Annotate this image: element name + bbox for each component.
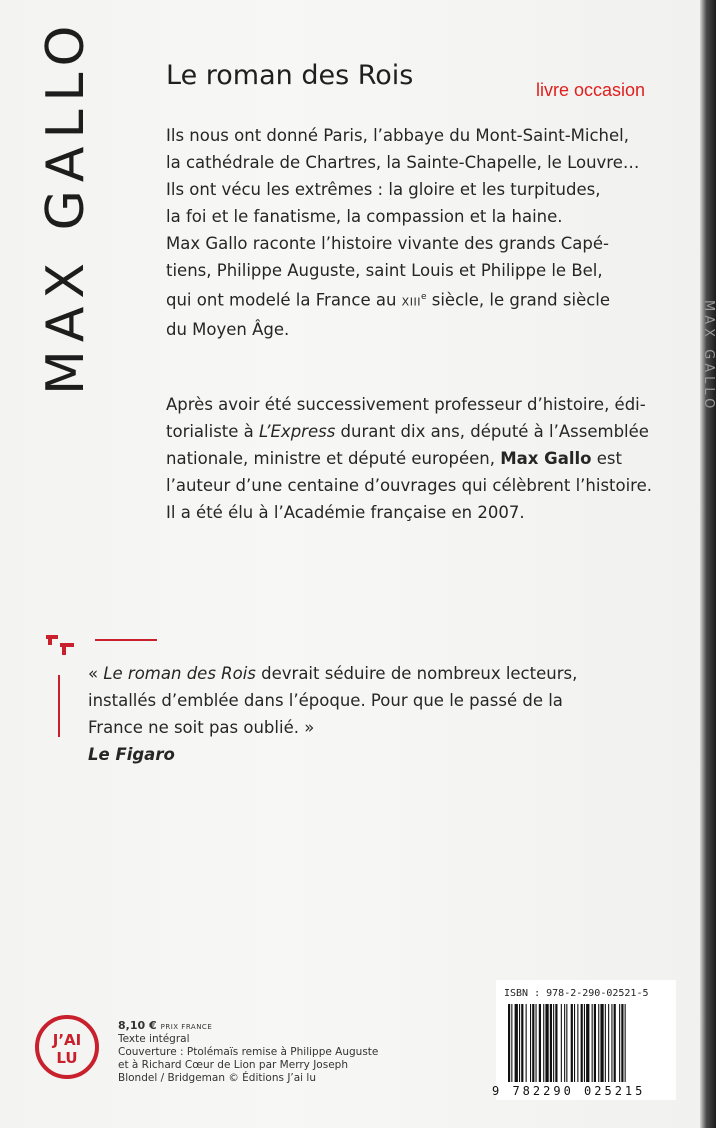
bio-line xyxy=(166,445,671,472)
barcode-bar xyxy=(530,1004,531,1082)
barcode-bar xyxy=(564,1004,565,1082)
barcode-bar xyxy=(614,1004,616,1082)
barcode-bar xyxy=(543,1004,544,1082)
quote-line: France ne soit pas oublié. » xyxy=(88,718,315,737)
barcode-bar xyxy=(526,1004,527,1082)
description-line: du Moyen Âge. xyxy=(166,319,290,339)
barcode-bar xyxy=(592,1004,593,1082)
quoted-title: Le roman des Rois xyxy=(103,664,256,683)
jai-lu-logo xyxy=(34,1014,100,1080)
barcode-bar xyxy=(584,1004,585,1082)
barcode-bar xyxy=(521,1004,523,1082)
credits-line: Texte intégral xyxy=(118,1033,190,1045)
description-line: la foi et le fanatisme, la compassion et la haine. xyxy=(166,207,563,226)
barcode-bar xyxy=(619,1004,620,1082)
credits-line: et à Richard Cœur de Lion par Merry Joseph xyxy=(118,1059,348,1071)
barcode-bar xyxy=(515,1004,518,1082)
logo-line-2: LU xyxy=(56,1049,78,1067)
bio-line: l’auteur d’une centaine d’ouvrages qui célèbrent l’histoire. xyxy=(166,476,653,495)
quote-mark-icon xyxy=(44,633,84,663)
credits-line: Couverture : Ptolémaïs remise à Philippe Auguste xyxy=(118,1046,379,1058)
logo-line-1: J’AI xyxy=(52,1031,82,1049)
book-title: Le roman des Rois xyxy=(166,60,414,91)
book-description xyxy=(166,122,671,343)
book-spine-edge xyxy=(700,0,716,1128)
barcode-bar xyxy=(598,1004,599,1082)
barcode-bar xyxy=(519,1004,520,1082)
century-numeral: XIII xyxy=(401,295,421,309)
text-fragment: torialiste à xyxy=(166,422,260,441)
description-line: la cathédrale de Chartres, la Sainte-Chapelle, le Louvre… xyxy=(166,153,640,172)
barcode-bar xyxy=(545,1004,548,1082)
isbn: ISBN : 978-2-290-02521-5 xyxy=(504,988,649,999)
price: 8,10 € xyxy=(118,1019,157,1032)
spine-author-text: MAX GALLO xyxy=(701,300,716,413)
barcode-bar xyxy=(561,1004,562,1082)
barcode-bar xyxy=(571,1004,573,1082)
text-fragment: siècle, le grand siècle xyxy=(426,290,611,310)
credits-line: Blondel / Bridgeman © Éditions J’ai lu xyxy=(118,1072,317,1084)
barcode-bar xyxy=(586,1004,589,1082)
text-fragment: est xyxy=(591,449,622,468)
century-superscript: e xyxy=(420,292,427,302)
barcode-bar xyxy=(566,1004,567,1082)
text-fragment: qui ont modelé la France au xyxy=(166,290,402,310)
barcode-bar xyxy=(555,1004,557,1082)
author-name-bold: Max Gallo xyxy=(500,449,592,468)
barcode-bar xyxy=(625,1004,626,1082)
description-line: tiens, Philippe Auguste, saint Louis et Philippe le Bel, xyxy=(166,261,603,280)
description-line: Ils ont vécu les extrêmes : la gloire et les turpitudes, xyxy=(166,180,601,199)
description-line xyxy=(166,284,671,316)
price-block xyxy=(118,1014,212,1033)
bio-line xyxy=(166,418,671,445)
barcode-bar xyxy=(536,1004,537,1082)
text-fragment: devrait séduire de nombreux lecteurs, xyxy=(255,664,578,683)
barcode-bar xyxy=(594,1004,596,1082)
barcode-bar xyxy=(511,1004,512,1082)
press-quote xyxy=(88,660,678,768)
quote-side-bar xyxy=(58,675,60,737)
barcode-bar xyxy=(621,1004,623,1082)
barcode-icon xyxy=(508,1004,674,1082)
quote-line xyxy=(88,660,678,687)
publication-name: L’Express xyxy=(259,422,336,441)
text-fragment: durant dix ans, député à l’Assemblée xyxy=(335,422,649,441)
description-line: Ils nous ont donné Paris, l’abbaye du Mont-Saint-Michel, xyxy=(166,126,629,145)
bio-line: Il a été élu à l’Académie française en 2007. xyxy=(166,503,525,522)
author-name-vertical: MAX GALLO xyxy=(36,17,96,395)
price-note: PRIX FRANCE xyxy=(160,1023,213,1031)
text-fragment: nationale, ministre et député européen, xyxy=(166,449,501,468)
barcode-bar xyxy=(539,1004,541,1082)
quote-source: Le Figaro xyxy=(88,745,175,764)
barcode-bar xyxy=(508,1004,510,1082)
bio-line: Après avoir été successivement professeur d’histoire, édi- xyxy=(166,395,646,414)
author-bio xyxy=(166,391,671,526)
barcode-bar xyxy=(581,1004,583,1082)
barcode-bar xyxy=(605,1004,606,1082)
quote-divider xyxy=(95,639,157,641)
barcode-bar xyxy=(553,1004,554,1082)
description-line: Max Gallo raconte l’histoire vivante des grands Capé- xyxy=(166,234,609,253)
used-book-stamp: livre occasion xyxy=(536,80,646,100)
barcode-bar xyxy=(608,1004,609,1082)
quote-line: installés d’emblée dans l’époque. Pour que le passé de la xyxy=(88,691,563,710)
barcode-bar xyxy=(532,1004,534,1082)
barcode-bar xyxy=(600,1004,603,1082)
barcode-bar xyxy=(577,1004,578,1082)
barcode-bar xyxy=(611,1004,612,1082)
text-fragment: « xyxy=(88,664,104,683)
ean-digits: 9 782290 025215 xyxy=(492,1084,646,1098)
cover-credits xyxy=(118,1033,448,1085)
barcode-bar xyxy=(574,1004,575,1082)
barcode-bar xyxy=(550,1004,552,1082)
